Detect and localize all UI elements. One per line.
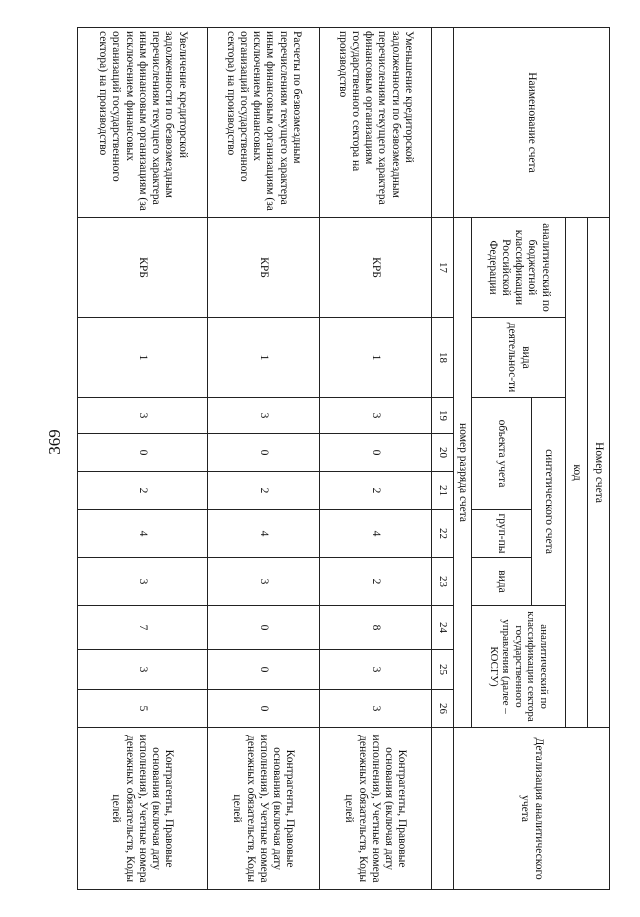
rotated-table-container [77, 27, 610, 889]
cell-21: 2 [78, 472, 208, 510]
cell-26: 3 [319, 690, 431, 728]
cell-18: 1 [78, 318, 208, 398]
row-name: Расчеты по безвозмездным перечислениям текущего характера иным финансовым организациям (за исключением финансовых организаций государственного сектора) на производство [207, 28, 319, 218]
header-detail: Детализация аналитического учета [453, 728, 609, 890]
digit-17: 17 [431, 218, 453, 318]
accounts-table [77, 27, 610, 890]
cell-25: 3 [78, 650, 208, 690]
header-code: код [566, 218, 588, 728]
cell-17: КРБ [319, 218, 431, 318]
digit-20: 20 [431, 434, 453, 472]
header-account-number: Номер счета [588, 218, 610, 728]
cell-21: 2 [207, 472, 319, 510]
table-row [319, 28, 431, 890]
cell-24: 0 [207, 606, 319, 650]
cell-23: 3 [207, 558, 319, 606]
cell-20: 0 [78, 434, 208, 472]
cell-17: КРБ [207, 218, 319, 318]
cell-26: 0 [207, 690, 319, 728]
header-type: вида [472, 558, 532, 606]
cell-23: 2 [319, 558, 431, 606]
header-object: объекта учета [472, 398, 532, 510]
digit-26: 26 [431, 690, 453, 728]
digit-blank [431, 28, 453, 218]
cell-22: 4 [207, 510, 319, 558]
header-digit: номер разряда счета [453, 218, 471, 728]
digit-18: 18 [431, 318, 453, 398]
cell-18: 1 [319, 318, 431, 398]
cell-17: КРБ [78, 218, 208, 318]
cell-22: 4 [319, 510, 431, 558]
digit-24: 24 [431, 606, 453, 650]
cell-23: 3 [78, 558, 208, 606]
cell-24: 7 [78, 606, 208, 650]
row-detail: Контрагенты, Правовые основания (включая дату исполнения), Учетные номера денежных обязательств, Коды целей [78, 728, 208, 890]
cell-19: 3 [78, 398, 208, 434]
cell-19: 3 [207, 398, 319, 434]
digit-25: 25 [431, 650, 453, 690]
digit-23: 23 [431, 558, 453, 606]
digit-21: 21 [431, 472, 453, 510]
cell-20: 0 [319, 434, 431, 472]
row-name: Увеличение кредиторской задолженности по безвозмездным перечислениям текущего характера иным финансовым организациям (за исключением финансовых организаций государственного сектора) на производство [78, 28, 208, 218]
cell-20: 0 [207, 434, 319, 472]
digit-19: 19 [431, 398, 453, 434]
row-detail: Контрагенты, Правовые основания (включая дату исполнения), Учетные номера денежных обязательств, Коды целей [319, 728, 431, 890]
table-row [78, 28, 208, 890]
digit-blank-end [431, 728, 453, 890]
cell-25: 0 [207, 650, 319, 690]
cell-24: 8 [319, 606, 431, 650]
header-analytic-budget: аналитический по бюджетной классификации Российской Федерации [472, 218, 566, 318]
row-name: Уменьшение кредиторской задолженности по безвозмездным перечислениям текущего характера финансовым организациям государственного сектора на производство [319, 28, 431, 218]
cell-18: 1 [207, 318, 319, 398]
row-detail: Контрагенты, Правовые основания (включая дату исполнения), Учетные номера денежных обязательств, Коды целей [207, 728, 319, 890]
header-analytic-kosgu: аналитический по классификации сектора государственного управления (далее – КОСГУ) [472, 606, 566, 728]
digit-22: 22 [431, 510, 453, 558]
cell-25: 3 [319, 650, 431, 690]
table-row [207, 28, 319, 890]
cell-22: 4 [78, 510, 208, 558]
cell-19: 3 [319, 398, 431, 434]
cell-21: 2 [319, 472, 431, 510]
header-synthetic: синтетического счета [532, 398, 566, 606]
header-activity-type: вида деятельнос-ти [472, 318, 566, 398]
header-name: Наименование счета [453, 28, 609, 218]
header-group: груп-пы [472, 510, 532, 558]
page-number: 369 [45, 429, 64, 455]
cell-26: 5 [78, 690, 208, 728]
